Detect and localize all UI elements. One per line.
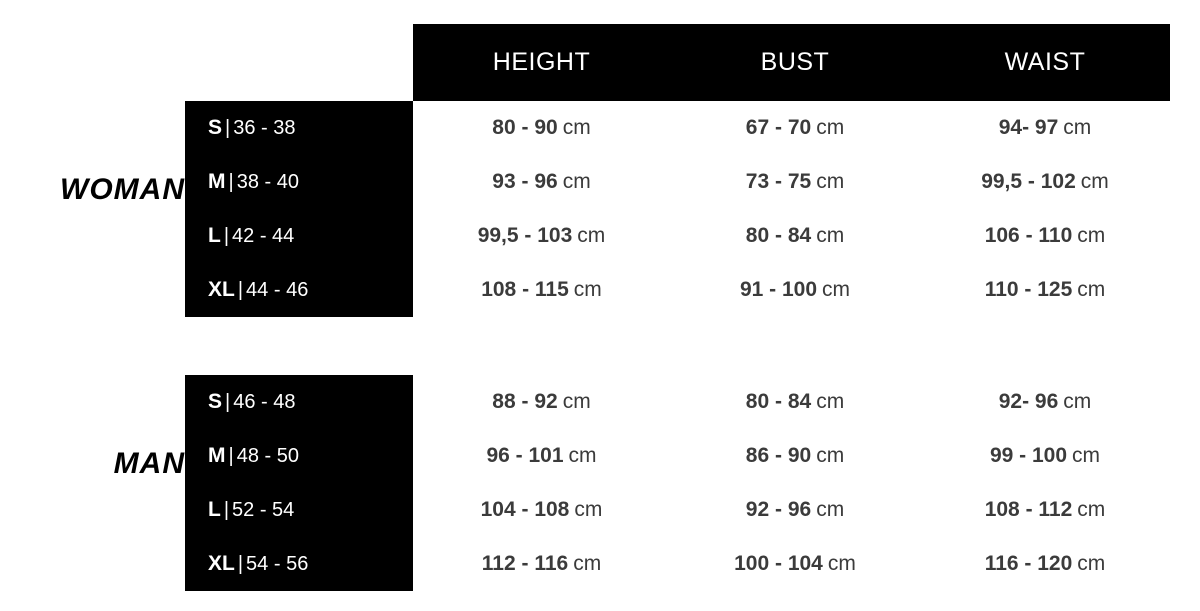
unit: cm [568, 444, 597, 467]
size-separator: | [228, 171, 234, 193]
size-range: 42 - 44 [232, 225, 295, 247]
cell-size [185, 444, 413, 468]
cell-height [413, 116, 670, 140]
size-separator: | [237, 279, 244, 301]
cell-bust [670, 390, 920, 414]
value: 73 - 75 [745, 170, 812, 193]
table-row [0, 537, 1200, 591]
table-row [0, 263, 1200, 317]
unit: cm [562, 116, 591, 139]
size-code: S [208, 116, 223, 139]
value: 80 - 84 [745, 390, 812, 413]
cell-height [413, 390, 670, 414]
size-code: M [208, 444, 226, 467]
rows-woman [0, 101, 1200, 317]
cell-bust [670, 224, 920, 248]
cell-bust [670, 444, 920, 468]
value: 86 - 90 [745, 444, 812, 467]
size-range: 52 - 54 [232, 499, 295, 521]
cell-height [413, 552, 670, 576]
size-range: 54 - 56 [246, 553, 309, 575]
table-row [0, 155, 1200, 209]
unit: cm [1072, 444, 1101, 467]
size-range: 44 - 46 [246, 279, 309, 301]
size-code: L [208, 498, 221, 521]
unit: cm [574, 498, 603, 521]
cell-bust [670, 278, 920, 302]
cell-bust [670, 552, 920, 576]
unit: cm [1077, 498, 1106, 521]
table-row [0, 483, 1200, 537]
group-label-woman: WOMAN [60, 173, 185, 206]
cell-size [185, 170, 413, 194]
cell-height [413, 170, 670, 194]
cell-height [413, 278, 670, 302]
column-header-height: HEIGHT [492, 48, 591, 76]
unit: cm [822, 278, 851, 301]
unit: cm [816, 390, 845, 413]
cell-size [185, 116, 413, 140]
unit: cm [1080, 170, 1109, 193]
unit: cm [816, 444, 845, 467]
table-row [0, 375, 1200, 429]
unit: cm [1063, 116, 1092, 139]
cell-size [185, 278, 413, 302]
cell-waist [920, 498, 1170, 522]
value: 104 - 108 [480, 498, 570, 521]
size-separator: | [237, 553, 244, 575]
unit: cm [562, 390, 591, 413]
value: 112 - 116 [481, 552, 569, 575]
unit: cm [1077, 278, 1106, 301]
column-header-bust: BUST [760, 48, 830, 76]
cell-waist [920, 170, 1170, 194]
unit: cm [816, 224, 845, 247]
cell-bust [670, 170, 920, 194]
value: 110 - 125 [984, 278, 1073, 301]
value: 116 - 120 [984, 552, 1073, 575]
value: 92- 96 [998, 390, 1059, 413]
size-code: XL [208, 552, 235, 575]
size-code: L [208, 224, 221, 247]
unit: cm [573, 552, 602, 575]
cell-waist [920, 552, 1170, 576]
cell-size [185, 224, 413, 248]
value: 99,5 - 102 [981, 170, 1076, 193]
size-separator: | [228, 445, 234, 467]
unit: cm [816, 170, 845, 193]
size-code: M [208, 170, 226, 193]
cell-height [413, 498, 670, 522]
cell-waist [920, 278, 1170, 302]
unit: cm [1063, 390, 1092, 413]
column-header-waist: WAIST [1004, 48, 1086, 76]
value: 94- 97 [998, 116, 1059, 139]
cell-height [413, 444, 670, 468]
value: 80 - 90 [492, 116, 558, 139]
cell-bust [670, 116, 920, 140]
value: 108 - 112 [984, 498, 1073, 521]
value: 91 - 100 [739, 278, 818, 301]
cell-waist [920, 444, 1170, 468]
size-range: 38 - 40 [236, 171, 299, 193]
table-row [0, 209, 1200, 263]
size-range: 48 - 50 [236, 445, 299, 467]
size-separator: | [225, 117, 231, 139]
cell-waist [920, 224, 1170, 248]
value: 96 - 101 [486, 444, 564, 467]
table-header [413, 24, 1170, 101]
cell-size [185, 552, 413, 576]
unit: cm [816, 116, 845, 139]
unit: cm [562, 170, 591, 193]
unit: cm [1077, 224, 1106, 247]
rows-man [0, 375, 1200, 591]
size-code: XL [208, 278, 235, 301]
value: 108 - 115 [481, 278, 569, 301]
group-label-man: MAN [113, 447, 185, 480]
size-separator: | [225, 391, 231, 413]
value: 100 - 104 [734, 552, 823, 575]
cell-size [185, 498, 413, 522]
unit: cm [577, 224, 606, 247]
table-row [0, 429, 1200, 483]
value: 99,5 - 103 [477, 224, 573, 247]
cell-waist [920, 390, 1170, 414]
size-range: 36 - 38 [233, 117, 296, 139]
table-row [0, 101, 1200, 155]
size-separator: | [223, 225, 230, 247]
unit: cm [1077, 552, 1106, 575]
value: 67 - 70 [745, 116, 812, 139]
cell-size [185, 390, 413, 414]
value: 88 - 92 [492, 390, 558, 413]
size-code: S [208, 390, 223, 413]
cell-height [413, 224, 670, 248]
value: 80 - 84 [745, 224, 812, 247]
value: 106 - 110 [984, 224, 1073, 247]
value: 92 - 96 [745, 498, 812, 521]
unit: cm [816, 498, 845, 521]
value: 93 - 96 [492, 170, 558, 193]
cell-waist [920, 116, 1170, 140]
cell-bust [670, 498, 920, 522]
unit: cm [573, 278, 602, 301]
value: 99 - 100 [989, 444, 1068, 467]
size-range: 46 - 48 [233, 391, 296, 413]
size-separator: | [223, 499, 230, 521]
unit: cm [827, 552, 856, 575]
